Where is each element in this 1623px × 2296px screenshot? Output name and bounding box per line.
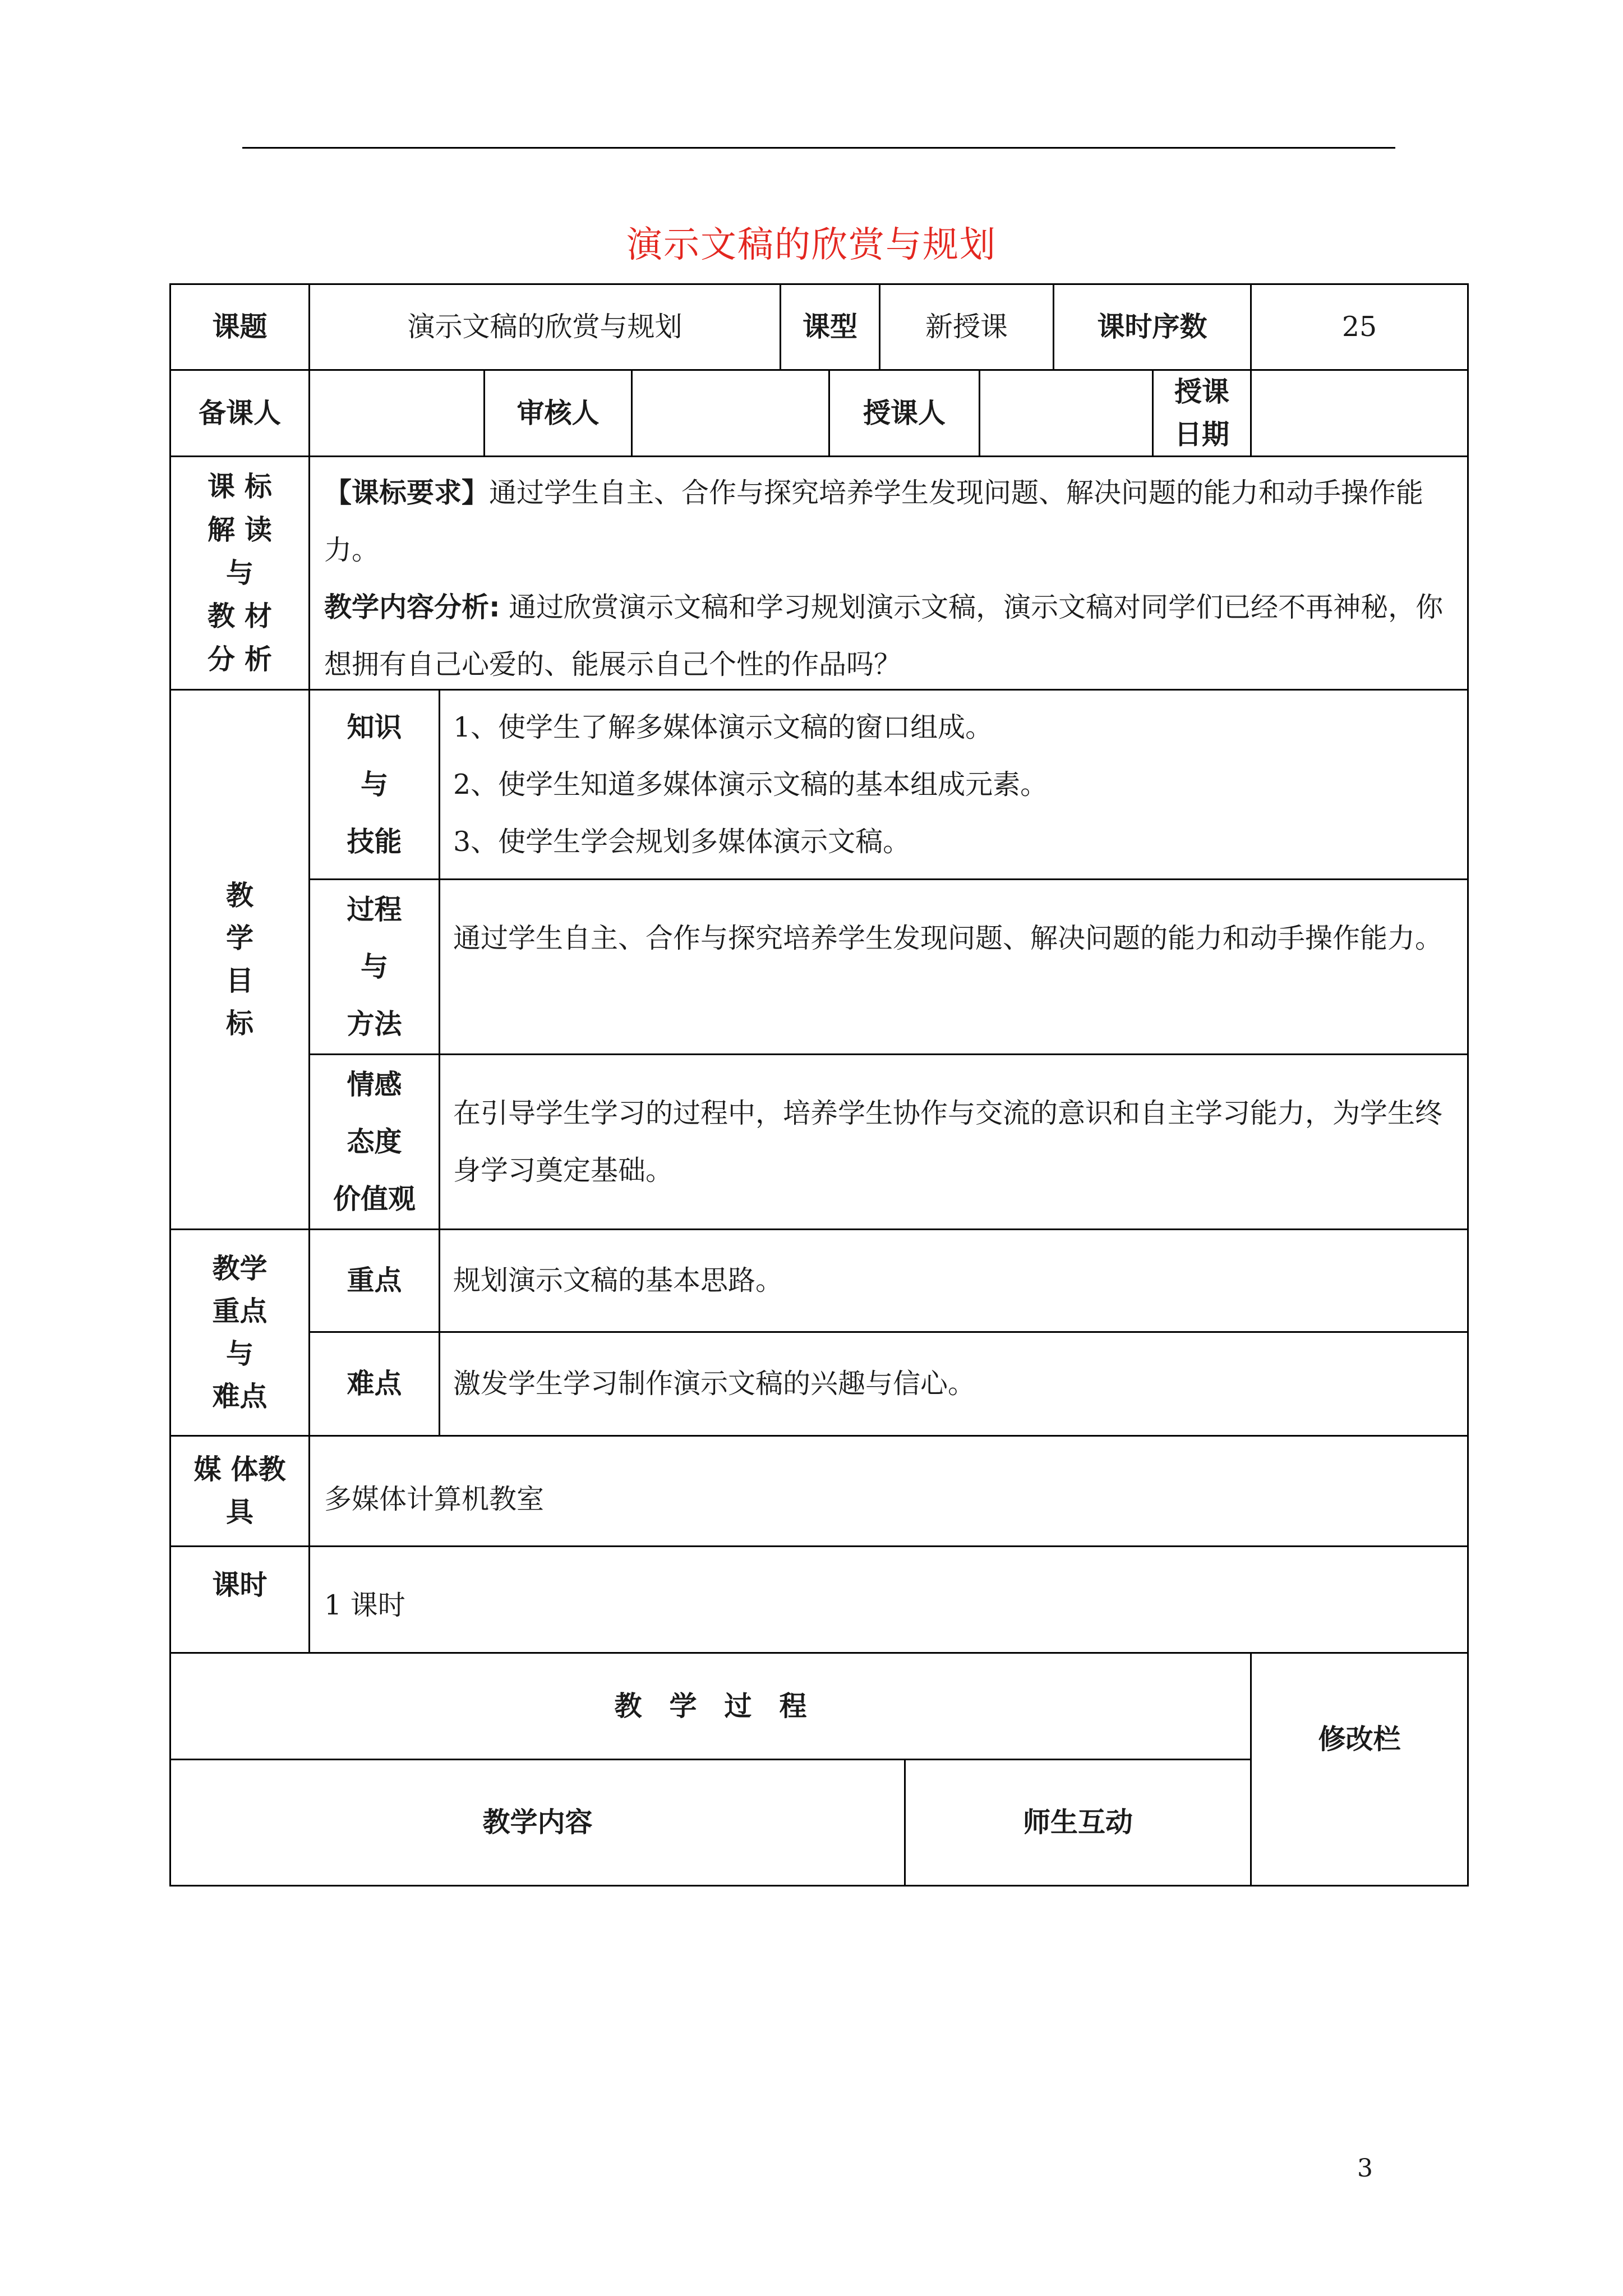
revision-column-heading: 修改栏 bbox=[1318, 1723, 1401, 1755]
table-border bbox=[308, 455, 310, 689]
reviewer-value bbox=[633, 371, 828, 455]
table-border bbox=[169, 455, 1469, 457]
label-teaching-objectives: 教 学 目 标 bbox=[225, 879, 253, 1039]
table-border bbox=[1467, 283, 1469, 1887]
preparer-value bbox=[310, 371, 483, 455]
label-lesson-sequence: 课时序数 bbox=[1097, 311, 1207, 343]
difficulty-text: 激发学生学习制作演示文稿的兴趣与信心。 bbox=[453, 1368, 976, 1400]
lesson-sequence-value: 25 bbox=[1341, 311, 1377, 343]
curriculum-requirement: 【课标要求】通过学生自主、合作与探究培养学生发现问题、解决问题的能力和动手操作能力。 bbox=[324, 477, 1424, 566]
label-topic: 课题 bbox=[212, 311, 268, 343]
table-border bbox=[308, 878, 1469, 880]
label-focus: 重点 bbox=[347, 1264, 402, 1297]
table-border bbox=[308, 1053, 1469, 1055]
teacher-student-interaction-heading: 师生互动 bbox=[1022, 1806, 1133, 1839]
teaching-date-value bbox=[1252, 371, 1467, 455]
label-difficulty: 难点 bbox=[347, 1368, 402, 1400]
header-rule bbox=[242, 147, 1395, 149]
table-border bbox=[439, 1228, 440, 1435]
page-number: 3 bbox=[1357, 2154, 1373, 2183]
table-border bbox=[308, 1435, 310, 1652]
list-item: 3、使学生学会规划多媒体演示文稿。 bbox=[453, 826, 911, 858]
standards-content bbox=[324, 464, 1457, 693]
label-process-methods: 过程 与 方法 bbox=[347, 893, 402, 1040]
label-lesson-type: 课型 bbox=[802, 311, 857, 343]
label-reviewer: 审核人 bbox=[517, 397, 600, 429]
list-item: 1、使学生了解多媒体演示文稿的窗口组成。 bbox=[453, 711, 993, 743]
teacher-value bbox=[980, 371, 1152, 455]
process-methods-text: 通过学生自主、合作与探究培养学生发现问题、解决问题的能力和动手操作能力。 bbox=[453, 922, 1443, 954]
label-media-tools: 媒 体教 具 bbox=[193, 1453, 286, 1528]
label-emotion-values: 情感 态度 价值观 bbox=[333, 1068, 416, 1215]
knowledge-list bbox=[453, 699, 1457, 871]
teaching-content-heading: 教学内容 bbox=[482, 1806, 593, 1839]
table-border bbox=[169, 1885, 1469, 1887]
page-title: 演示文稿的欣赏与规划 bbox=[626, 224, 997, 266]
lesson-type-value: 新授课 bbox=[925, 311, 1008, 343]
list-item: 2、使学生知道多媒体演示文稿的基本组成元素。 bbox=[453, 769, 1048, 800]
label-key-difficult-points: 教学 重点 与 难点 bbox=[212, 1252, 268, 1412]
label-standards-analysis: 课 标 解 读 与 教 材 分 析 bbox=[207, 471, 273, 675]
class-hours-text: 1 课时 bbox=[324, 1589, 405, 1621]
content-analysis: 教学内容分析: 通过欣赏演示文稿和学习规划演示文稿，演示文稿对同学们已经不再神秘，你想拥有自己心爱的、能展示自己个性的作品吗？ bbox=[324, 591, 1444, 680]
table-border bbox=[439, 689, 440, 1228]
emotion-values-text: 在引导学生学习的过程中，培养学生协作与交流的意识和自主学习能力，为学生终身学习奠定基础。 bbox=[453, 1097, 1443, 1186]
teaching-process-heading: 教 学 过 程 bbox=[614, 1690, 807, 1722]
topic-value: 演示文稿的欣赏与规划 bbox=[407, 311, 683, 343]
label-teacher: 授课人 bbox=[863, 397, 946, 429]
label-class-hours: 课时 bbox=[212, 1569, 268, 1601]
label-teaching-date: 授课 日期 bbox=[1174, 375, 1229, 450]
label-knowledge-skills: 知识 与 技能 bbox=[347, 711, 402, 858]
media-tools-text: 多媒体计算机教室 bbox=[324, 1483, 545, 1516]
label-preparer: 备课人 bbox=[198, 397, 281, 429]
focus-text: 规划演示文稿的基本思路。 bbox=[453, 1264, 783, 1297]
